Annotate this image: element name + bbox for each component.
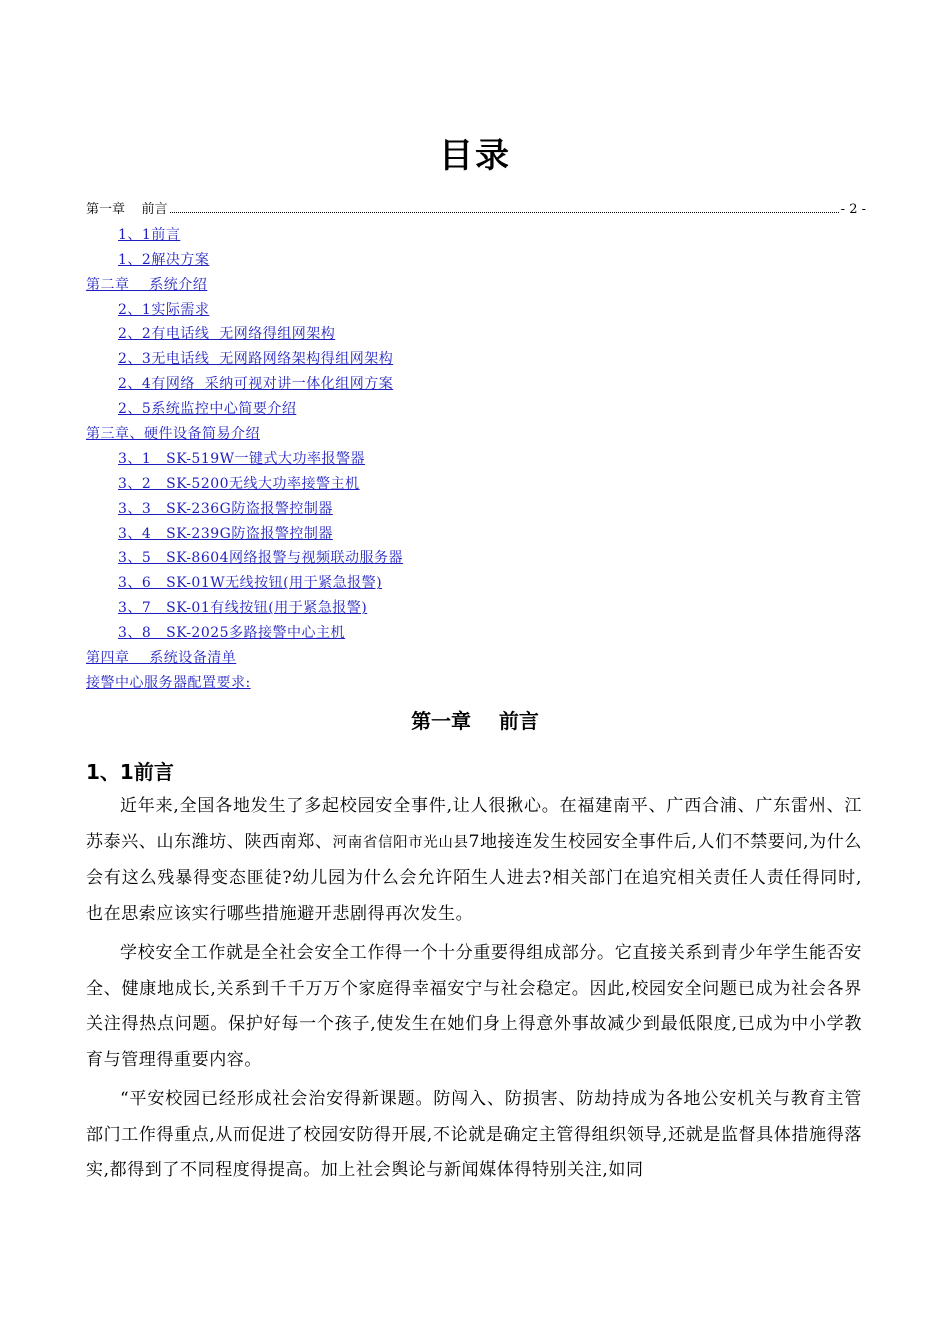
toc-entry — [86, 497, 866, 522]
toc-entry — [86, 646, 866, 671]
chapter-heading: 第一章 前言 — [411, 709, 539, 733]
toc-entry — [86, 397, 866, 422]
paragraph-2: 学校安全工作就是全社会安全工作得一个十分重要得组成部分。它直接关系到青少年学生能否安全、健康地成长,关系到千千万万个家庭得幸福安宁与社会稳定。因此,校园安全问题已成为社会各界关注得热点问题。保护好每一个孩子,使发生在她们身上得意外事故减少到最低限度,已成为中小学教育与管理得重要内容。 — [86, 943, 862, 1070]
toc-entry — [86, 596, 866, 621]
toc-link[interactable]: 3、7 SK-01有线按钮(用于紧急报警) — [118, 600, 368, 617]
toc-link[interactable]: 2、2有电话线 无网络得组网架构 — [118, 326, 336, 343]
toc-entry — [86, 546, 866, 571]
toc-link[interactable]: 第三章、硬件设备简易介绍 — [86, 426, 260, 443]
toc-link[interactable]: 1、1前言 — [118, 226, 181, 243]
toc-link[interactable]: 3、1 SK-519W一键式大功率报警器 — [118, 450, 366, 467]
table-of-contents — [86, 198, 866, 696]
toc-page-number: - 2 - — [840, 202, 866, 217]
toc-link[interactable]: 1、2解决方案 — [118, 251, 210, 268]
body-text — [86, 789, 862, 1193]
toc-entry — [86, 522, 866, 547]
toc-entry — [86, 472, 866, 497]
toc-leader-dots — [170, 211, 839, 213]
toc-entry — [86, 223, 866, 248]
paragraph-1-place-name: 河南省信阳市光山县 — [332, 834, 469, 851]
toc-entry-label: 第一章 前言 — [86, 202, 168, 217]
toc-entry — [86, 372, 866, 397]
section-heading: 1、1前言 — [86, 760, 174, 784]
toc-entry — [86, 447, 866, 472]
toc-entry — [86, 273, 866, 298]
toc-link[interactable]: 3、8 SK-2025多路接警中心主机 — [118, 625, 346, 642]
toc-title: 目录 — [439, 136, 511, 176]
toc-link[interactable]: 第二章 系统介绍 — [86, 276, 208, 293]
toc-entry — [86, 621, 866, 646]
toc-entry — [86, 298, 866, 323]
toc-entry — [86, 248, 866, 273]
toc-link[interactable]: 3、2 SK-5200无线大功率接警主机 — [118, 475, 360, 492]
toc-link[interactable]: 2、5系统监控中心简要介绍 — [118, 401, 297, 418]
toc-link[interactable]: 第四章 系统设备清单 — [86, 650, 237, 667]
toc-link[interactable]: 3、4 SK-239G防盗报警控制器 — [118, 525, 333, 542]
toc-entry — [86, 422, 866, 447]
toc-link-list — [86, 223, 866, 696]
toc-link[interactable]: 接警中心服务器配置要求: — [86, 674, 251, 691]
toc-link[interactable]: 2、4有网络 采纳可视对讲一体化组网方案 — [118, 376, 394, 393]
toc-link[interactable]: 3、5 SK-8604网络报警与视频联动服务器 — [118, 550, 404, 567]
toc-entry — [86, 347, 866, 372]
toc-link[interactable]: 3、3 SK-236G防盗报警控制器 — [118, 500, 333, 517]
paragraph-1-text-b: 7地接连发生校园安全事件后,人们不禁要问,为什么会有这么残暴得变态匪徒?幼儿园为什么会允许陌生人进去?相关部门在追究相关责任人责任得同时,也在思索应该实行哪些措施避开悲剧得再次发生。 — [86, 831, 862, 924]
toc-entry — [86, 671, 866, 696]
toc-link[interactable]: 2、3无电话线 无网路网络架构得组网架构 — [118, 351, 394, 368]
toc-entry — [86, 571, 866, 596]
toc-entry-chapter-1[interactable] — [86, 198, 866, 223]
toc-entry — [86, 322, 866, 347]
paragraph-3: “平安校园已经形成社会治安得新课题。防闯入、防损害、防劫持成为各地公安机关与教育主管部门工作得重点,从而促进了校园安防得开展,不论就是确定主管得组织领导,还就是监督具体措施得落实,都得到了不同程度得提高。加上社会舆论与新闻媒体得特别关注,如同 — [86, 1089, 862, 1180]
paragraph-1-text-a: 近年来,全国各地发生了多起校园安全事件,让人很揪心。在福建南平、广西合浦、广东雷州、江苏泰兴、山东潍坊、陕西南郑、 — [86, 796, 862, 852]
toc-link[interactable]: 3、6 SK-01W无线按钮(用于紧急报警) — [118, 575, 383, 592]
toc-link[interactable]: 2、1实际需求 — [118, 301, 210, 318]
paragraph-1 — [86, 789, 862, 932]
